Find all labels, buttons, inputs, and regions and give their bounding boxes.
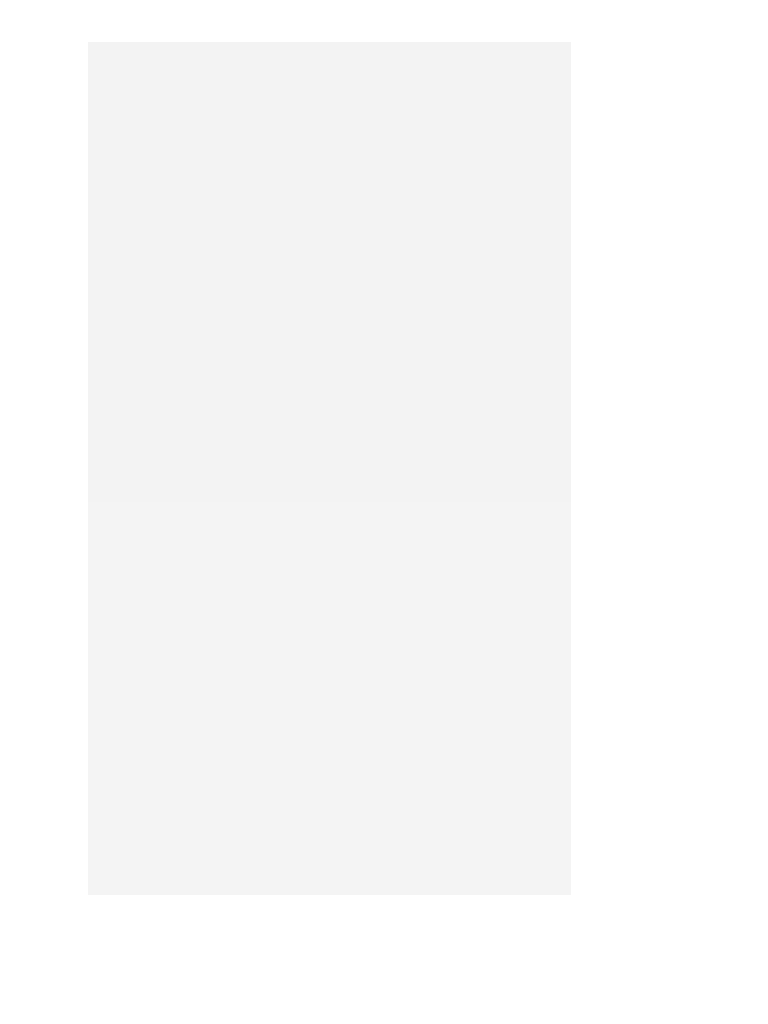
section-heading bbox=[98, 48, 541, 67]
top-text-panel bbox=[88, 42, 571, 502]
bottom-text-panel bbox=[88, 502, 571, 895]
section-apparatus bbox=[98, 48, 541, 67]
